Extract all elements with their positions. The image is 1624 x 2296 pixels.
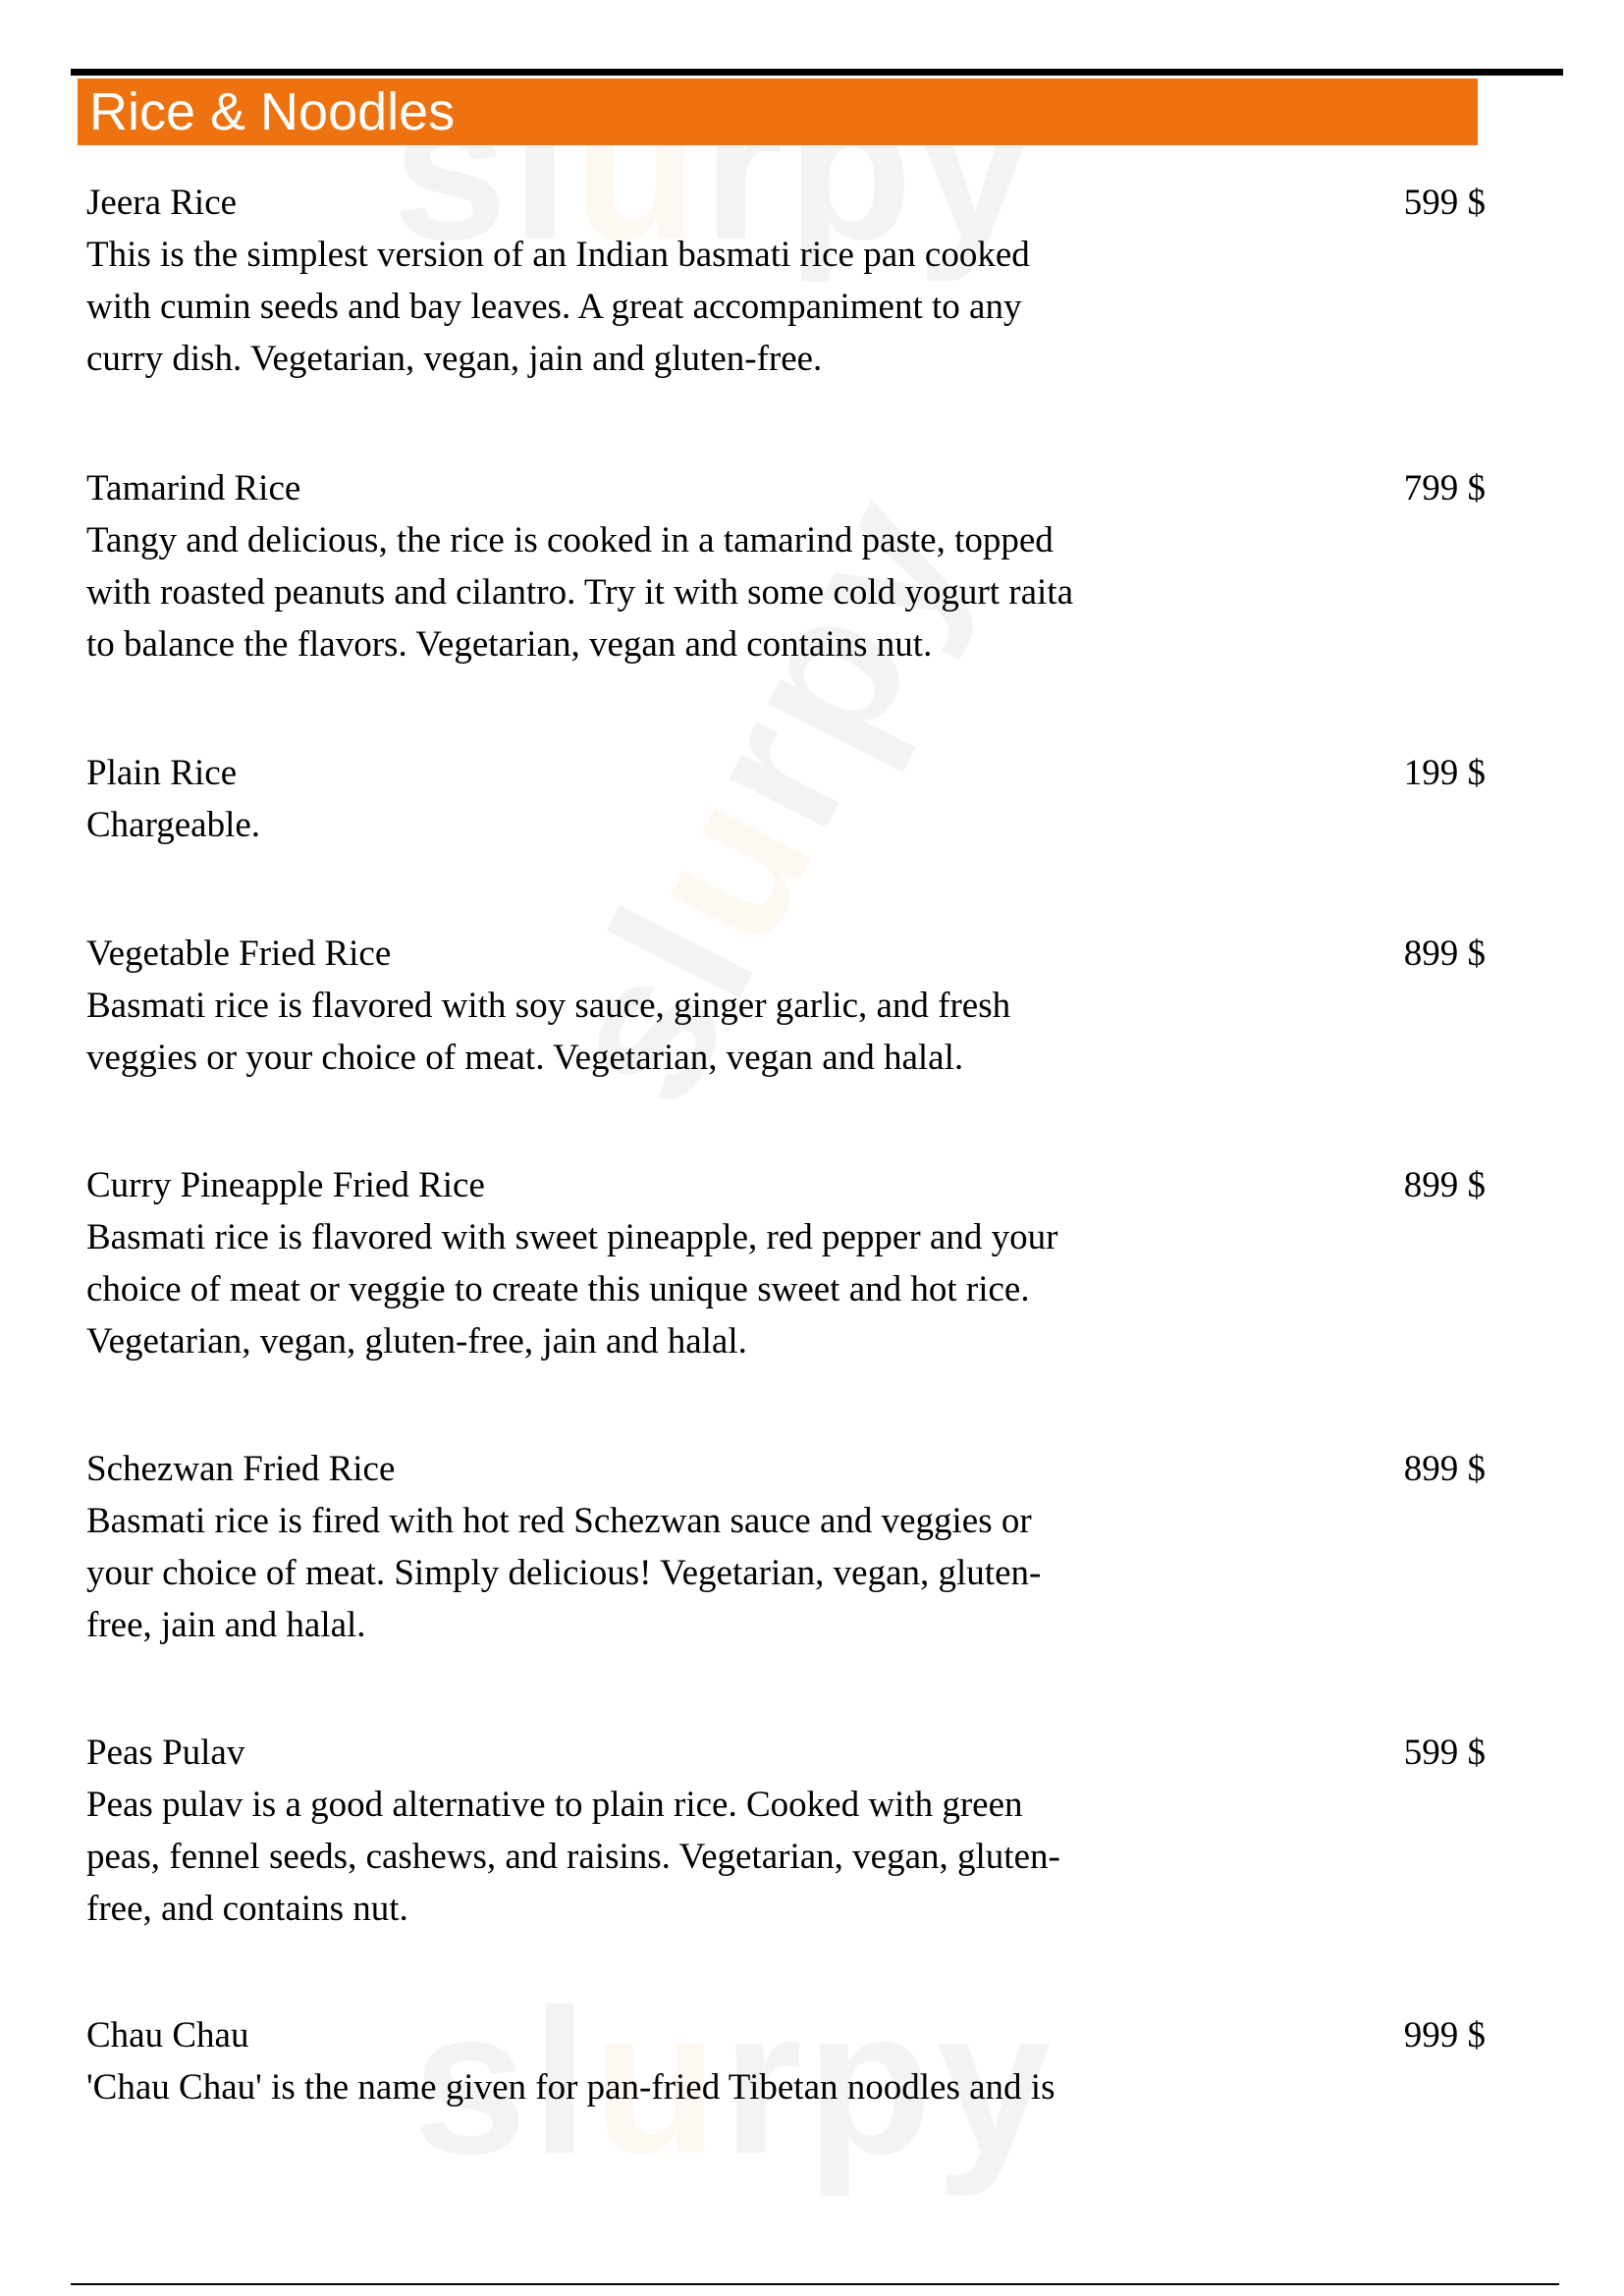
description-line: Vegetarian, vegan, gluten-free, jain and halal. — [86, 1321, 747, 1362]
item-description — [86, 2061, 1235, 2113]
item-description — [86, 1779, 1235, 1935]
section-title: Rice & Noodles — [89, 82, 456, 141]
item-price: 899 $ — [1403, 934, 1486, 974]
item-description — [86, 980, 1235, 1084]
description-line: choice of meat or veggie to create this unique sweet and hot rice. — [86, 1269, 1030, 1309]
description-line: This is the simplest version of an Indian basmati rice pan cooked — [86, 235, 1030, 275]
item-price: 899 $ — [1403, 1449, 1486, 1489]
menu-item — [86, 1727, 1486, 1935]
description-line: Peas pulav is a good alternative to plain rice. Cooked with green — [86, 1785, 1023, 1825]
description-line: Basmati rice is flavored with sweet pineapple, red pepper and your — [86, 1217, 1058, 1257]
item-description — [86, 229, 1235, 385]
menu-item — [86, 177, 1486, 385]
menu-item — [86, 1443, 1486, 1651]
description-line: with cumin seeds and bay leaves. A great accompaniment to any — [86, 287, 1022, 327]
item-price: 899 $ — [1403, 1165, 1486, 1205]
section-header — [78, 79, 1478, 145]
description-line: free, jain and halal. — [86, 1605, 366, 1645]
menu-item — [86, 928, 1486, 1084]
description-line: 'Chau Chau' is the name given for pan-fried Tibetan noodles and is — [86, 2067, 1056, 2108]
item-price: 799 $ — [1403, 468, 1486, 508]
item-price: 599 $ — [1403, 1733, 1486, 1773]
item-price: 199 $ — [1403, 753, 1486, 793]
description-line: Basmati rice is fired with hot red Schezwan sauce and veggies or — [86, 1501, 1032, 1541]
menu-item — [86, 747, 1486, 851]
description-line: Tangy and delicious, the rice is cooked in a tamarind paste, topped — [86, 520, 1054, 561]
item-description — [86, 1211, 1235, 1367]
item-name: Chau Chau — [86, 2015, 249, 2056]
menu-item — [86, 2009, 1486, 2113]
description-line: to balance the flavors. Vegetarian, vegan and contains nut. — [86, 624, 933, 665]
item-name: Plain Rice — [86, 753, 238, 793]
description-line: Basmati rice is flavored with soy sauce, ginger garlic, and fresh — [86, 986, 1011, 1026]
item-name: Curry Pineapple Fried Rice — [86, 1165, 485, 1205]
menu-item — [86, 1159, 1486, 1367]
bottom-divider — [71, 2283, 1559, 2285]
item-price: 999 $ — [1403, 2015, 1486, 2056]
item-name: Schezwan Fried Rice — [86, 1449, 396, 1489]
item-name: Tamarind Rice — [86, 468, 301, 508]
item-name: Jeera Rice — [86, 183, 238, 223]
menu-item — [86, 462, 1486, 670]
item-description — [86, 514, 1235, 670]
description-line: your choice of meat. Simply delicious! Vegetarian, vegan, gluten- — [86, 1553, 1042, 1593]
description-line: peas, fennel seeds, cashews, and raisins. Vegetarian, vegan, gluten- — [86, 1837, 1060, 1877]
top-divider — [71, 69, 1563, 76]
item-price: 599 $ — [1403, 183, 1486, 223]
description-line: curry dish. Vegetarian, vegan, jain and gluten-free. — [86, 339, 823, 379]
description-line: Chargeable. — [86, 805, 261, 845]
item-name: Peas Pulav — [86, 1733, 245, 1773]
item-name: Vegetable Fried Rice — [86, 934, 392, 974]
item-description — [86, 1495, 1235, 1651]
item-description — [86, 799, 1235, 851]
description-line: free, and contains nut. — [86, 1889, 408, 1929]
description-line: veggies or your choice of meat. Vegetarian, vegan and halal. — [86, 1038, 964, 1078]
description-line: with roasted peanuts and cilantro. Try it with some cold yogurt raita — [86, 572, 1073, 613]
